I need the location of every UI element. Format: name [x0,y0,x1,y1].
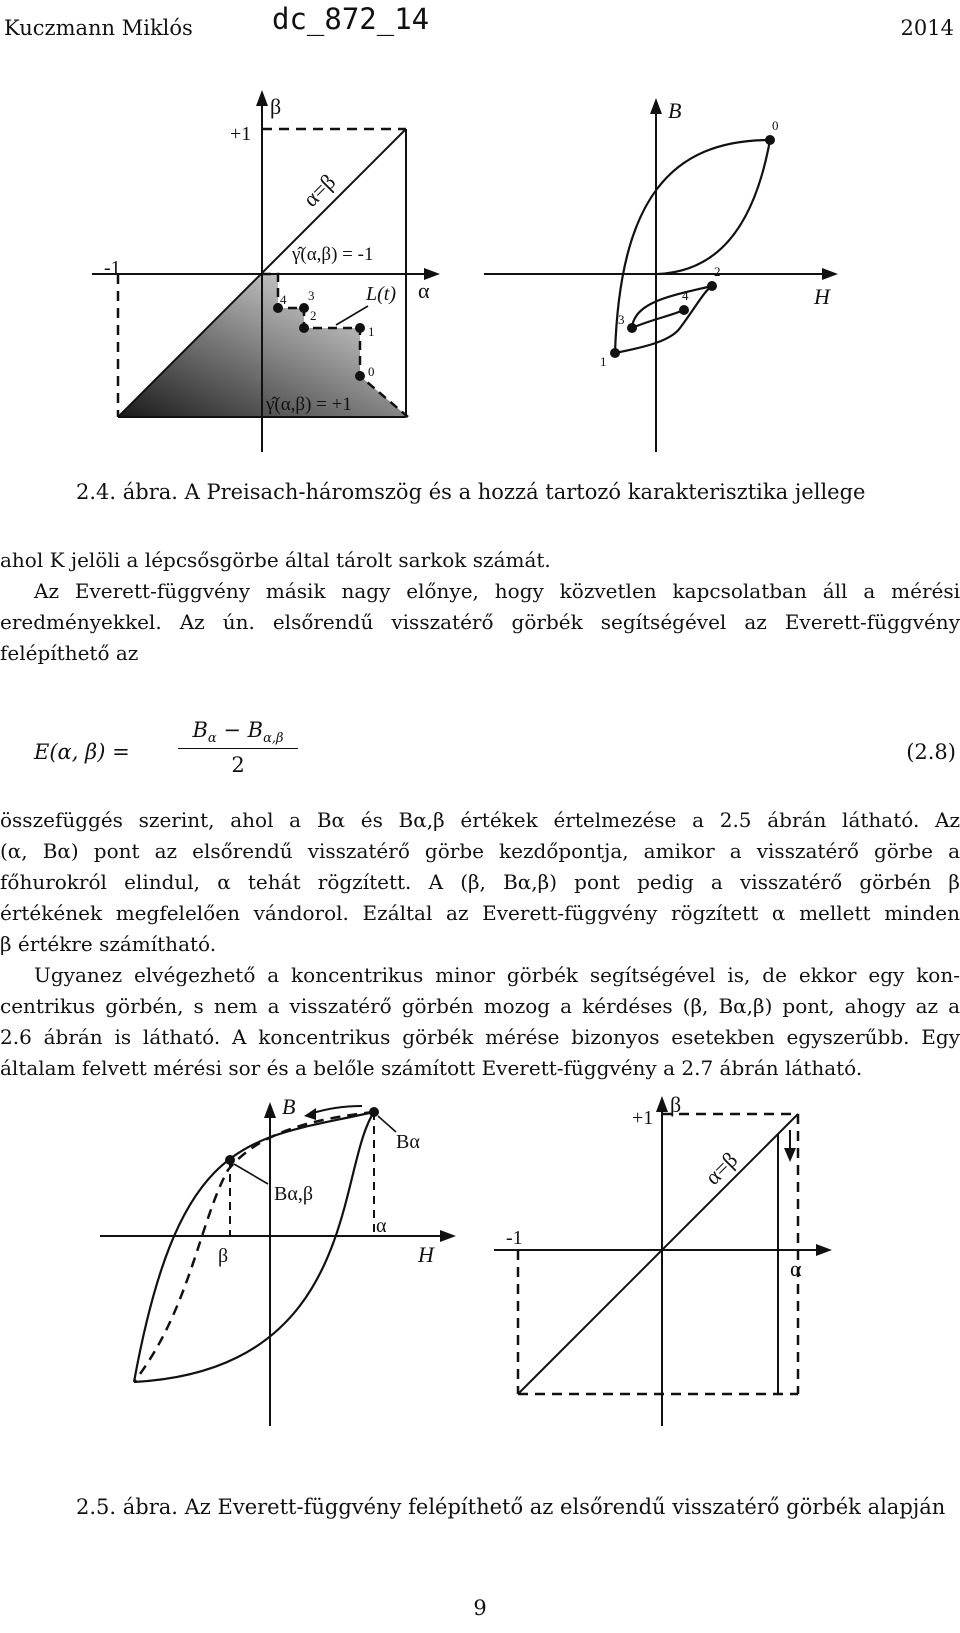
point-4-label: 4 [280,292,287,307]
direction-arrow-line [310,1106,362,1114]
h-label-2: H [418,1242,434,1267]
paragraph-1: ahol K jelöli a lépcsősgörbe által tárolt sarkok számát. [0,548,551,572]
header-doc-id: dc_872_14 [272,2,430,36]
bh-point-4 [679,305,689,315]
diagonal-line-2 [518,1114,798,1394]
direction-arrow-head [304,1108,316,1120]
h-axis-2-arrow [440,1230,456,1242]
header-author: Kuczmann Miklós [4,16,193,40]
equation-denominator: 2 [231,753,245,778]
paragraph-3-line-2: (α, Bα) pont az elsőrendű visszatérő görbe kezdőpontja, amikor a visszatérő görbe a [0,839,960,863]
point-0 [355,371,365,381]
b-alpha-leader [378,1116,396,1132]
b-axis-2-arrow [264,1102,276,1118]
major-loop-upper [615,140,770,353]
b-alpha-beta-label: Bα,β [274,1183,313,1205]
diag-label: α=β [297,169,341,212]
page-number: 9 [473,1596,487,1620]
bh-point-3-label: 3 [618,312,625,327]
bh-point-1-label: 1 [600,354,607,369]
alpha-label-3: α [790,1256,802,1281]
point-0-label: 0 [368,364,375,379]
lt-label: L(t) [366,283,396,305]
b-label: B [668,98,682,123]
beta-axis-2-arrow [656,1096,668,1112]
diag-label-2: α=β [699,1147,743,1190]
h-label: H [814,284,830,309]
equation-2-8 [0,718,960,798]
paragraph-2-line-1: Az Everett-függvény másik nagy előnye, hogy közvetlen kapcsolatban áll a mérési [34,579,960,603]
figure-2-4-caption: 2.4. ábra. A Preisach-háromszög és a hozzá tartozó karakterisztika jellege [76,480,866,504]
paragraph-4-line-4: általam felvett mérési sor és a belőle számított Everett-függvény a 2.7 ábrán látható. [0,1056,863,1080]
paragraph-3-line-1: összefüggés szerint, ahol a Bα és Bα,β értékek értelmezése a 2.5 ábrán látható. Az [0,808,960,832]
major-loop-left [134,1112,374,1382]
gamma-minus-label: γ̂(α,β) = -1 [292,244,374,265]
minus-one-label-2: -1 [506,1227,523,1249]
plus-one-label-2: +1 [632,1107,654,1129]
beta-label-2: β [218,1245,229,1267]
b-alpha-beta-point [225,1155,235,1165]
point-1 [355,323,365,333]
header-year: 2014 [900,16,954,40]
beta-label-3: β [670,1092,682,1117]
beta-axis-arrow [256,90,268,106]
preisach-triangle-figure [0,80,480,460]
figure-2-5-caption: 2.5. ábra. Az Everett-függvény felépíthető az elsőrendű visszatérő görbék alapján [76,1495,946,1519]
everett-triangle-figure [494,1090,874,1430]
paragraph-4-line-2: centrikus görbén, s nem a visszatérő görbén mozog a kérdéses (β, Bα,β) pont, ahogy az a [0,994,960,1018]
b-alpha-label: Bα [396,1131,420,1153]
alpha-axis-2-arrow [816,1244,832,1256]
bh-point-0-label: 0 [772,118,779,133]
alpha-label: α [418,278,430,303]
bh-characteristic-figure [470,80,870,460]
equation-numerator: $B_\alpha - B_{\alpha,\beta}$ [178,718,298,749]
bh-point-2-label: 2 [714,264,721,279]
return-curve [615,286,712,353]
paragraph-2-line-2: eredményekkel. Az ún. elsőrendű visszatérő görbék segítségével az Everett-függvény [0,610,960,634]
paragraph-3-line-4: értékének megfelelően vándorol. Ezáltal az Everett-függvény rögzített α mellett minden [0,901,960,925]
paragraph-4-line-3: 2.6 ábrán is látható. A koncentrikus görbék mérése bizonyos esetekben egyszerűbb. Egy [0,1025,960,1049]
major-loop-lower [658,140,770,274]
body-text-block-1 [0,545,960,669]
point-3-label: 3 [308,288,315,303]
bh-point-1 [610,348,620,358]
bh-point-3 [627,323,637,333]
point-3 [299,303,309,313]
bh-point-0 [765,135,775,145]
b-alpha-point [369,1107,379,1117]
down-arrow-head [784,1148,796,1162]
paragraph-3-line-3: főhurokról elindul, α tehát rögzített. A (β, Bα,β) pont pedig a visszatérő görbén β [0,870,960,894]
point-1-label: 1 [368,324,375,339]
bh-point-4-label: 4 [682,288,689,303]
body-text-block-2 [0,805,960,1084]
b-alpha-beta-leader [234,1164,268,1184]
b-label-2: B [282,1094,296,1119]
plus-one-label: +1 [230,123,252,145]
beta-label: β [270,94,282,119]
h-axis-arrow [822,268,838,280]
b-axis-arrow [650,98,662,114]
minus-one-label: -1 [104,257,121,279]
paragraph-2-line-3: felépíthető az [0,641,139,665]
equation-fraction [178,718,298,777]
point-2 [299,323,309,333]
paragraph-3-line-5: β értékre számítható. [0,932,217,956]
paragraph-4-line-1: Ugyanez elvégezhető a koncentrikus minor görbék segítségével is, de ekkor egy kon- [34,963,960,987]
minor-loop-upper [632,286,712,328]
page-header [0,0,960,48]
bh-point-2 [707,281,717,291]
equation-lhs: E(α, β) = [34,740,130,764]
point-2-label: 2 [310,308,317,323]
alpha-label-2: α [376,1215,387,1237]
equation-number: (2.8) [906,740,956,764]
reversal-curve-figure [100,1090,560,1430]
gamma-plus-label: γ̂(α,β) = +1 [266,394,352,415]
lt-leader [336,306,368,325]
